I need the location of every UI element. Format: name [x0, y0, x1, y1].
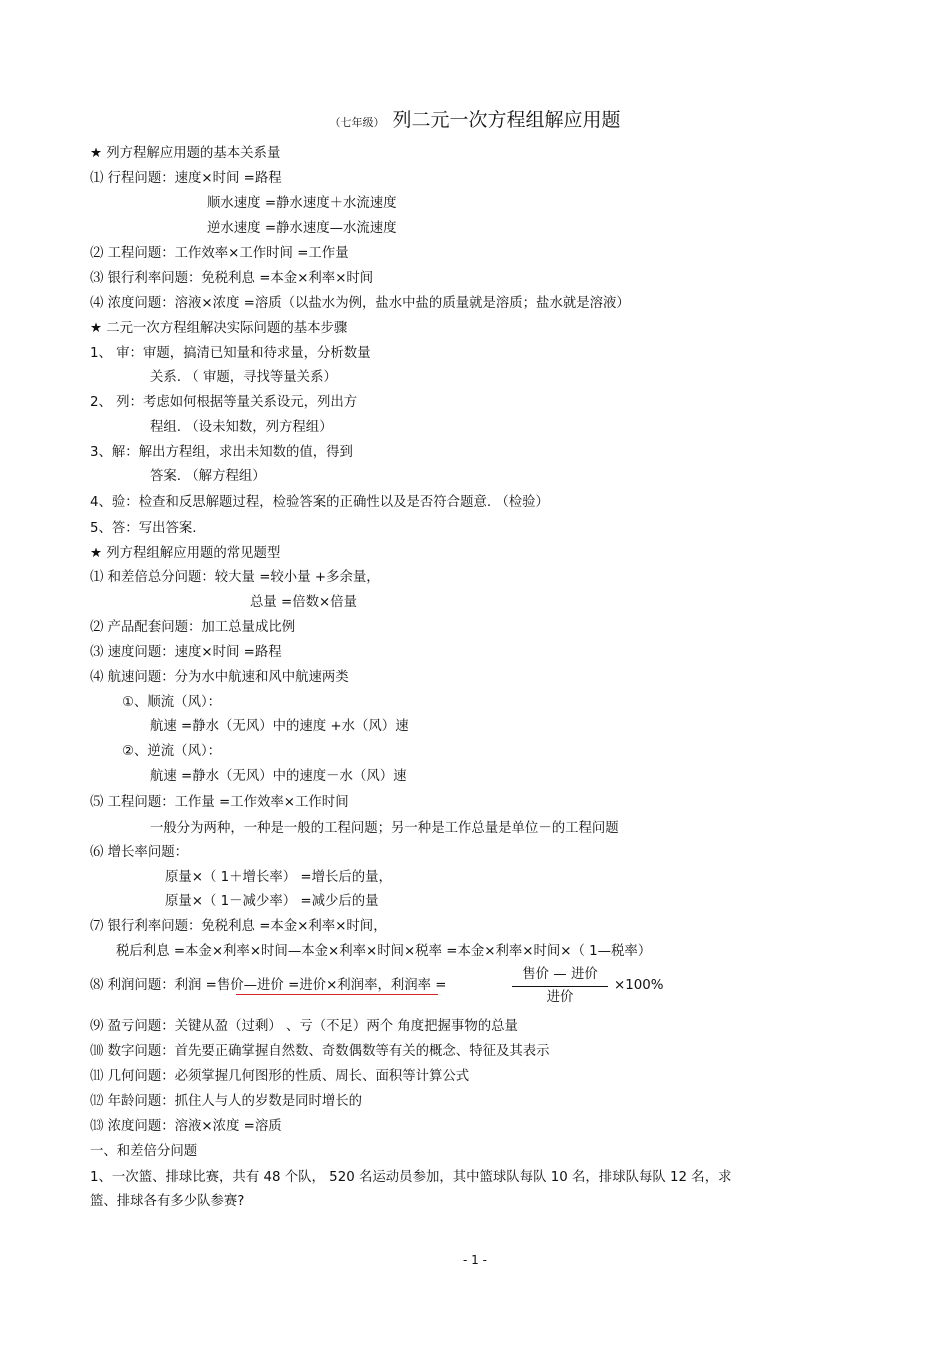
text-line: 税后利息 =本金×利率×时间—本金×利率×时间×税率 =本金×利率×时间×（ 1—税率） — [116, 944, 652, 959]
grade-label: （七年级） — [329, 116, 385, 129]
text-line: 逆水速度 =静水速度—水流速度 — [207, 221, 397, 236]
text-line: 总量 =倍数×倍量 — [250, 595, 358, 610]
text-line: 篮、排球各有多少队参赛? — [90, 1194, 245, 1209]
text-line: 航速 =静水（无风）中的速度－水（风）速 — [150, 769, 407, 784]
text-line: 4、验：检查和反思解题过程，检验答案的正确性以及是否符合题意. （检验） — [90, 495, 549, 510]
text-line: ⑶ 速度问题：速度×时间 =路程 — [90, 645, 282, 660]
text-line: 答案. （解方程组） — [150, 469, 266, 484]
text-line: ⑴ 和差倍总分问题：较大量 =较小量 +多余量， — [90, 570, 380, 585]
text-line: ⑽ 数字问题：首先要正确掌握自然数、奇数偶数等有关的概念、特征及其表示 — [90, 1044, 550, 1059]
page-title — [0, 105, 950, 132]
fraction-denominator: 进价 — [546, 990, 574, 1005]
text-line: ⑾ 几何问题：必须掌握几何图形的性质、周长、面积等计算公式 — [90, 1069, 470, 1084]
section-heading: ★ 列方程组解应用题的常见题型 — [90, 546, 281, 561]
text-line: 关系. （ 审题，寻找等量关系） — [150, 370, 337, 385]
text-line: 程组. （设未知数，列方程组） — [150, 420, 333, 435]
section-heading: ★ 列方程解应用题的基本关系量 — [90, 146, 281, 161]
text-line: 原量×（ 1－减少率） =减少后的量 — [165, 894, 379, 909]
text-line: 3、解：解出方程组，求出未知数的值，得到 — [90, 445, 353, 460]
text-line: 原量×（ 1＋增长率） =增长后的量， — [165, 870, 392, 885]
text-line: ⑸ 工程问题：工作量 =工作效率×工作时间 — [90, 795, 349, 810]
page-number: - 1 - — [463, 1253, 487, 1267]
text-line: ⑼ 盈亏问题：关键从盈（过剩） 、亏（不足）两个 角度把握事物的总量 — [90, 1019, 518, 1034]
red-underline — [236, 994, 438, 995]
text-line: ⑹ 增长率问题： — [90, 845, 188, 860]
section-heading: ★ 二元一次方程组解决实际问题的基本步骤 — [90, 321, 348, 336]
text-line: ⑵ 工程问题：工作效率×工作时间 =工作量 — [90, 246, 349, 261]
text-line: ⑷ 航速问题：分为水中航速和风中航速两类 — [90, 670, 349, 685]
section-heading: 一、和差倍分问题 — [90, 1144, 198, 1159]
text-line: 5、答：写出答案. — [90, 521, 197, 536]
text-line: ①、顺流（风）： — [122, 695, 222, 710]
text-line: 1、 审：审题，搞清已知量和待求量，分析数量 — [90, 346, 371, 361]
text-line: ⑶ 银行利率问题：免税利息 =本金×利率×时间 — [90, 271, 374, 286]
text-line: ⑺ 银行利率问题：免税利息 =本金×利率×时间， — [90, 919, 387, 934]
text-line: 1、一次篮、排球比赛，共有 48 个队， 520 名运动员参加，其中篮球队每队 10 名，排球队每队 12 名，求 — [90, 1170, 732, 1185]
profit-rate-fraction — [512, 966, 608, 1007]
text-line: ⑻ 利润问题：利润 =售价—进价 =进价×利润率，利润率 = — [90, 978, 447, 993]
text-line: 2、 列：考虑如何根据等量关系设元，列出方 — [90, 395, 358, 410]
text-line: ⒀ 浓度问题：溶液×浓度 =溶质 — [90, 1119, 282, 1134]
text-line: ②、逆流（风）： — [122, 744, 222, 759]
fraction-numerator: 售价 — 进价 — [512, 966, 608, 987]
text-line: 顺水速度 =静水速度＋水流速度 — [207, 196, 397, 211]
text-line: ×100% — [614, 978, 664, 993]
text-line: 一般分为两种，一种是一般的工程问题；另一种是工作总量是单位－的工程问题 — [150, 821, 619, 836]
text-line: ⑵ 产品配套问题：加工总量成比例 — [90, 620, 296, 635]
title-text: 列二元一次方程组解应用题 — [392, 109, 621, 131]
text-line: ⑴ 行程问题：速度×时间 =路程 — [90, 171, 282, 186]
text-line: 航速 =静水（无风）中的速度 +水（风）速 — [150, 719, 409, 734]
text-line: ⑿ 年龄问题：抓住人与人的岁数是同时增长的 — [90, 1094, 363, 1109]
text-line: ⑷ 浓度问题：溶液×浓度 =溶质（以盐水为例，盐水中盐的质量就是溶质；盐水就是溶液） — [90, 296, 630, 311]
